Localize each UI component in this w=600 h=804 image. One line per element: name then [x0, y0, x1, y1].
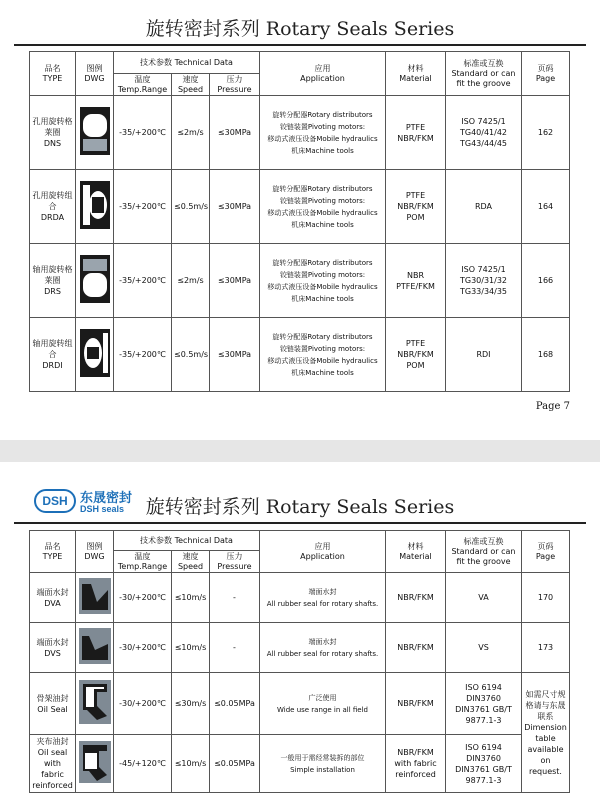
title-rule — [14, 44, 586, 46]
pressure-cell: - — [210, 573, 260, 623]
standard-cell: ISO 7425/1 TG30/31/32 TG33/34/35 — [446, 244, 522, 318]
material-cell: NBR/FKM — [386, 673, 446, 735]
material-cell: NBR PTFE/FKM — [386, 244, 446, 318]
standard-cell: ISO 6194 DIN3760 DIN3761 GB/T 9877.1-3 — [446, 673, 522, 735]
page-note-cell: 如需尺寸规格请与东晟联系 Dimension table available on request. — [522, 673, 570, 793]
title-rule — [14, 522, 586, 524]
page-title: 旋转密封系列 Rotary Seals Series — [145, 496, 455, 518]
header-speed: 速度 Speed — [172, 74, 210, 96]
material-cell: NBR/FKM with fabric reinforced — [386, 735, 446, 793]
speed-cell: ≤2m/s — [172, 244, 210, 318]
type-cell: 骨架油封 Oil Seal — [30, 673, 76, 735]
page-cell: 168 — [522, 318, 570, 392]
application-cell: 旋转分配器Rotary distributors 铰链装置Pivoting motors: 移动式液压设备Mobile hydraulics 机床Machine tools — [260, 96, 386, 170]
application-cell: 广泛使用 Wide use range in all field — [260, 673, 386, 735]
application-cell: 旋转分配器Rotary distributors 铰链装置Pivoting motors: 移动式液压设备Mobile hydraulics 机床Machine tools — [260, 244, 386, 318]
page-cell: 166 — [522, 244, 570, 318]
header-temp: 温度 Temp.Range — [114, 551, 172, 573]
temp-cell: -30/+200℃ — [114, 573, 172, 623]
material-cell: PTFE NBR/FKM POM — [386, 170, 446, 244]
material-cell: NBR/FKM — [386, 573, 446, 623]
standard-cell: VA — [446, 573, 522, 623]
header-application: 应用 Application — [260, 52, 386, 96]
header-standard: 标准或互换 Standard or can fit the groove — [446, 52, 522, 96]
header-page: 页码 Page — [522, 531, 570, 573]
page-cell: 162 — [522, 96, 570, 170]
header-temp: 温度 Temp.Range — [114, 74, 172, 96]
pressure-cell: - — [210, 623, 260, 673]
speed-cell: ≤30m/s — [172, 673, 210, 735]
seal-drawing-dva — [76, 573, 114, 623]
standard-cell: VS — [446, 623, 522, 673]
header-technical-data: 技术参数 Technical Data — [114, 52, 260, 74]
header-standard: 标准或互换 Standard or can fit the groove — [446, 531, 522, 573]
logo-english: DSH seals — [80, 504, 125, 514]
material-cell: PTFE NBR/FKM POM — [386, 318, 446, 392]
temp-cell: -35/+200℃ — [114, 96, 172, 170]
page-cell: 173 — [522, 623, 570, 673]
temp-cell: -30/+200℃ — [114, 623, 172, 673]
speed-cell: ≤0.5m/s — [172, 318, 210, 392]
application-cell: 旋转分配器Rotary distributors 铰链装置Pivoting motors: 移动式液压设备Mobile hydraulics 机床Machine tools — [260, 170, 386, 244]
page-cell: 170 — [522, 573, 570, 623]
type-cell: 孔用旋转组合 DRDA — [30, 170, 76, 244]
type-cell: 轴用旋转格莱圈 DRS — [30, 244, 76, 318]
header-dwg: 图例 DWG — [76, 531, 114, 573]
header-type: 品名 TYPE — [30, 52, 76, 96]
logo-chinese: 东晟密封 — [80, 491, 133, 506]
table-row — [30, 244, 570, 318]
seal-drawing-drs — [76, 244, 114, 318]
header-application: 应用 Application — [260, 531, 386, 573]
temp-cell: -35/+200℃ — [114, 170, 172, 244]
standard-cell: ISO 7425/1 TG40/41/42 TG43/44/45 — [446, 96, 522, 170]
table-row — [30, 735, 570, 793]
application-cell: 端面水封 All rubber seal for rotary shafts. — [260, 623, 386, 673]
header-material: 材料 Material — [386, 52, 446, 96]
seal-drawing-dns — [76, 96, 114, 170]
page-cell: 164 — [522, 170, 570, 244]
material-cell: PTFE NBR/FKM — [386, 96, 446, 170]
material-cell: NBR/FKM — [386, 623, 446, 673]
temp-cell: -45/+120℃ — [114, 735, 172, 793]
header-material: 材料 Material — [386, 531, 446, 573]
pressure-cell: ≤30MPa — [210, 318, 260, 392]
seal-drawing-drdi — [76, 318, 114, 392]
table-row — [30, 318, 570, 392]
header-pressure: 压力 Pressure — [210, 74, 260, 96]
catalog-page-8 — [0, 462, 600, 804]
type-cell: 端面水封 DVS — [30, 623, 76, 673]
pressure-cell: ≤30MPa — [210, 244, 260, 318]
speed-cell: ≤10m/s — [172, 735, 210, 793]
pressure-cell: ≤30MPa — [210, 170, 260, 244]
logo-mark: DSH — [34, 489, 76, 513]
seal-drawing-dvs — [76, 623, 114, 673]
temp-cell: -35/+200℃ — [114, 244, 172, 318]
application-cell: 旋转分配器Rotary distributors 铰链装置Pivoting motors: 移动式液压设备Mobile hydraulics 机床Machine tools — [260, 318, 386, 392]
page-number: Page 7 — [535, 401, 570, 412]
application-cell: 一般用于需经常装拆的部位 Simple installation — [260, 735, 386, 793]
table-row — [30, 170, 570, 244]
type-cell: 端面水封 DVA — [30, 573, 76, 623]
speed-cell: ≤2m/s — [172, 96, 210, 170]
temp-cell: -35/+200℃ — [114, 318, 172, 392]
standard-cell: ISO 6194 DIN3760 DIN3761 GB/T 9877.1-3 — [446, 735, 522, 793]
table-row — [30, 623, 570, 673]
page-gap — [0, 440, 600, 462]
page-title: 旋转密封系列 Rotary Seals Series — [145, 18, 455, 40]
type-cell: 孔用旋转格莱圈 DNS — [30, 96, 76, 170]
speed-cell: ≤10m/s — [172, 623, 210, 673]
temp-cell: -30/+200℃ — [114, 673, 172, 735]
header-speed: 速度 Speed — [172, 551, 210, 573]
seal-drawing-fabric-oil-seal — [76, 735, 114, 793]
header-technical-data: 技术参数 Technical Data — [114, 531, 260, 551]
table-row — [30, 573, 570, 623]
standard-cell: RDI — [446, 318, 522, 392]
application-cell: 端面水封 All rubber seal for rotary shafts. — [260, 573, 386, 623]
speed-cell: ≤10m/s — [172, 573, 210, 623]
seal-drawing-oil-seal — [76, 673, 114, 735]
pressure-cell: ≤0.05MPa — [210, 673, 260, 735]
seal-drawing-drda — [76, 170, 114, 244]
table-row — [30, 673, 570, 735]
header-pressure: 压力 Pressure — [210, 551, 260, 573]
rotary-seals-table-1 — [29, 51, 570, 392]
table-row — [30, 96, 570, 170]
pressure-cell: ≤30MPa — [210, 96, 260, 170]
header-page: 页码 Page — [522, 52, 570, 96]
pressure-cell: ≤0.05MPa — [210, 735, 260, 793]
type-cell: 夹布油封 Oil seal with fabric reinforced — [30, 735, 76, 793]
rotary-seals-table-2 — [29, 530, 570, 793]
speed-cell: ≤0.5m/s — [172, 170, 210, 244]
header-dwg: 图例 DWG — [76, 52, 114, 96]
type-cell: 轴用旋转组合 DRDI — [30, 318, 76, 392]
header-type: 品名 TYPE — [30, 531, 76, 573]
standard-cell: RDA — [446, 170, 522, 244]
